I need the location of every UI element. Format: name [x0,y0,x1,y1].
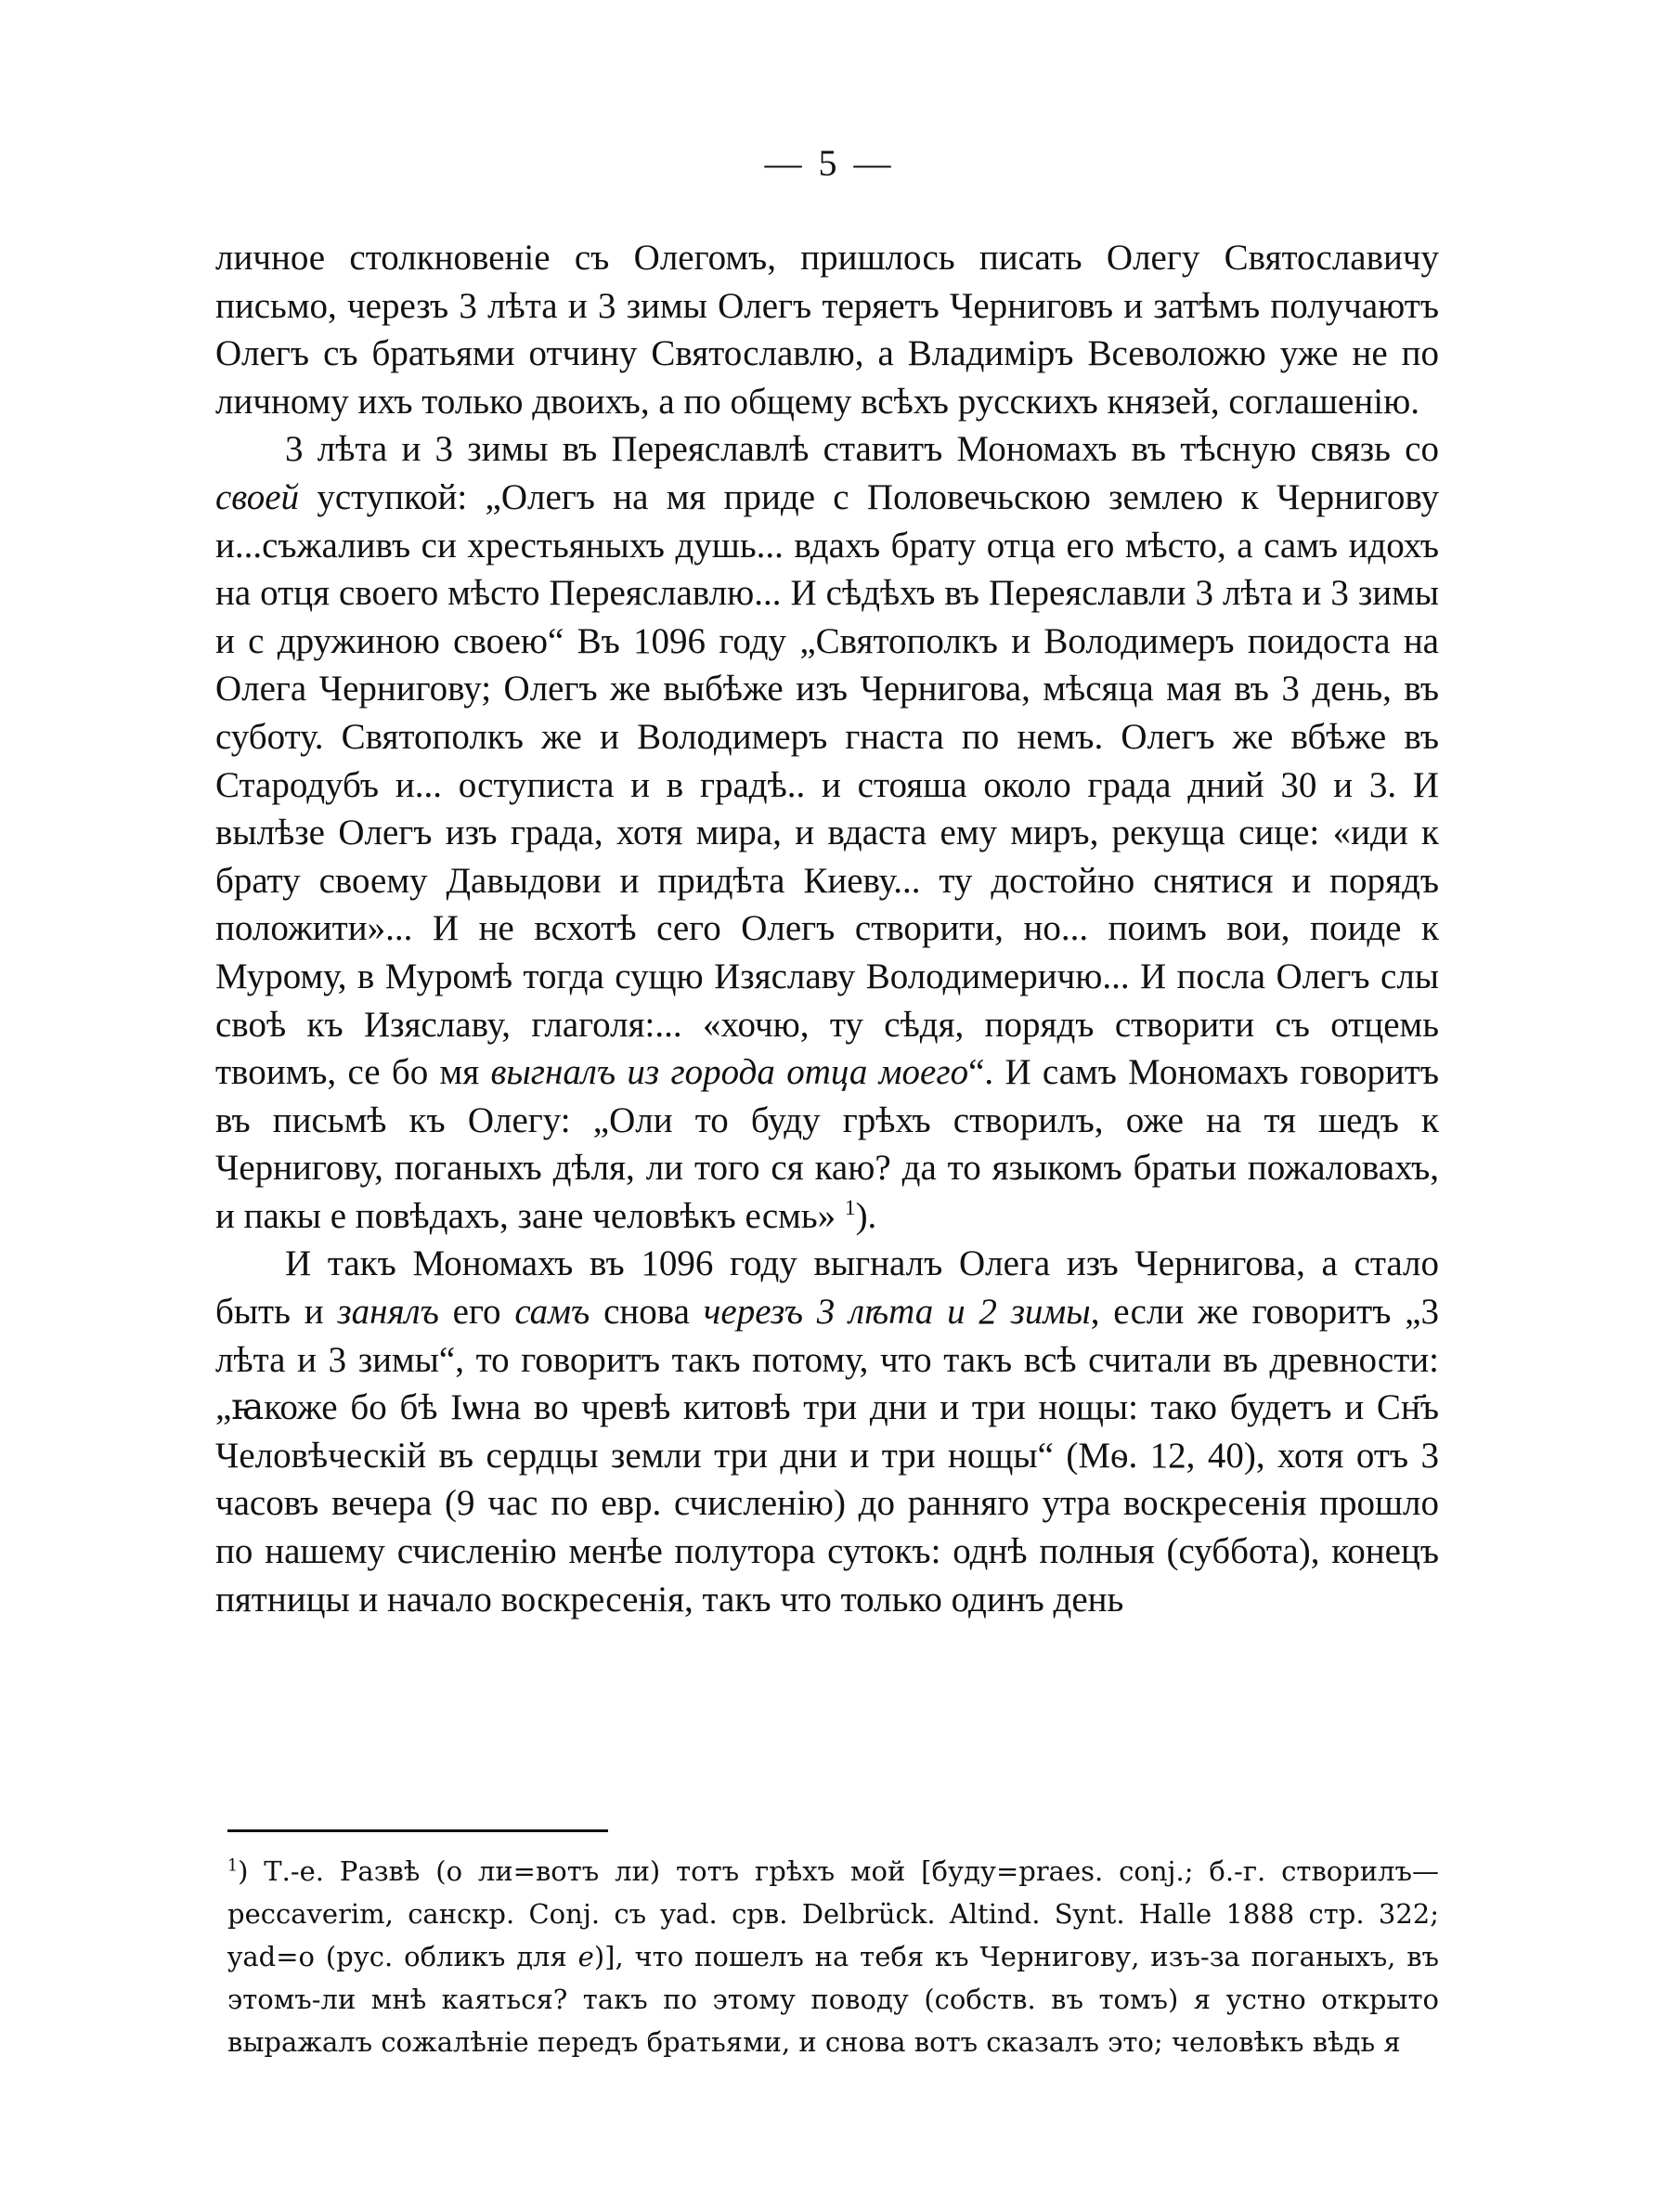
main-text [215,234,1439,1623]
paragraph-2-text-d: ). [855,1195,877,1236]
footnote-italic: е [577,1941,594,1972]
paragraph-3-text-d: , если же говоритъ „3 лѣта и 3 зимы“, то говоритъ такъ потому, что такъ всѣ считали въ древности: „ꙗкоже бо бѣ Іѡна во чревѣ китовѣ три дни и три нощы: тако будетъ и Сн҃ъ Человѣческій въ сердцы земли три дни и три нощы“ (Мѳ. 12, 40), хотя отъ 3 часовъ вечера (9 час по евр. счисленію) до ранняго утра воскресенія прошло по нашему счисленію менѣе полутора сутокъ: однѣ полныя (суббота), конецъ пятницы и начало воскресенія, такъ что только одинъ день [215,1292,1439,1620]
paragraph-2-italic-a: своей [215,476,300,517]
paragraph-2-text-c: “. И самъ Мономахъ говоритъ въ письмѣ къ Олегу: „Оли то буду грѣхъ створилъ, оже на тя шедъ к Чернигову, поганыхъ дѣля, ли того ся каю? да то языкомъ братьи пожаловахъ, и пакы е повѣдахъ, зане человѣкъ есмь» [215,1052,1439,1236]
paragraph-3-text-a: И такъ Мономахъ въ 1096 году выгналъ Олега изъ Чернигова, а стало быть и [215,1243,1439,1333]
paragraph-2 [215,425,1439,1240]
paragraph-1: личное столкновеніе съ Олегомъ, пришлось писать Олегу Святославичу письмо, черезъ 3 лѣта и 3 зимы Олегъ теряетъ Черниговъ и затѣмъ получаютъ Олегъ съ братьями отчину Святославлю, а Владиміръ Всеволожю уже не по личному ихъ только двоихъ, а по общему всѣхъ русскихъ князей, соглашенію. [215,238,1439,422]
footnote-divider [227,1829,608,1832]
paragraph-3-text-b: его [438,1292,515,1333]
footnote-marker: 1 [227,1856,239,1876]
footnote-text-b: )], что пошелъ на тебя къ Чернигову, изъ-за поганыхъ, въ этомъ-ли мнѣ каяться? такъ по этому поводу (собств. въ томъ) я устно открыто выражалъ сожалѣніе передъ братьями, и снова вотъ сказалъ это; человѣкъ вѣдь я [227,1941,1440,2058]
paragraph-3-italic-b: самъ [514,1292,590,1333]
paragraph-3-italic-a: занялъ [337,1292,439,1333]
paragraph-2-text-a: 3 лѣта и 3 зимы въ Переяславлѣ ставитъ Мономахъ въ тѣсную связь со [285,429,1439,470]
footnote [227,1850,1439,2063]
paragraph-2-text-b: уступкой: „Олегъ на мя приде с Половечьскою землею к Чернигову и...съжаливъ си хрестьяныхъ душь... вдахъ брату отца его мѣсто, а самъ идохъ на отця своего мѣсто Переяславлю... И сѣдѣхъ въ Переяславли 3 лѣта и 3 зимы и с дружиною своею“ Въ 1096 году „Святополкъ и Володимеръ поидоста на Олега Чернигову; Олегъ же выбѣже изъ Чернигова, мѣсяца мая въ 3 день, въ суботу. Святополкъ же и Володимеръ гнаста по немъ. Олегъ же вбѣже въ Стародубъ и... оступиста и в градѣ.. и стояша около града дний 30 и 3. И вылѣзе Олегъ изъ града, хотя мира, и вдаста ему миръ, рекуща сице: «иди к брату своему Давыдови и придѣта Киеву... ту достойно снятися и порядъ положити»... И не всхотѣ сего Олегъ створити, но... поимъ вои, поиде к Мурому, в Муромѣ тогда сущю Изяславу Володимеричю... И посла Олегъ слы своѣ къ Изяславу, глаголя:... «хочю, ту сѣдя, порядъ створити съ отцемь твоимъ, се бо мя [215,476,1439,1093]
footnote-reference: 1 [844,1195,856,1220]
paragraph-2-italic-b: выгналъ из города отца моего [490,1052,969,1093]
footnote-text-a: ) Т.-е. Развѣ (о ли=вотъ ли) тотъ грѣхъ мой [буду=praes. conj.; б.-г. створилъ—peccaverim, санскр. Conj. съ yad. срв. Delbrück. Altind. Synt. Halle 1888 стр. 322; yad=о (рус. обликъ для [227,1855,1439,1972]
paragraph-3-italic-c: черезъ 3 лѣта и 2 зимы [703,1292,1091,1333]
page-number: — 5 — [764,142,895,184]
paragraph-3-text-c: снова [590,1292,704,1333]
paragraph-3 [215,1240,1439,1623]
